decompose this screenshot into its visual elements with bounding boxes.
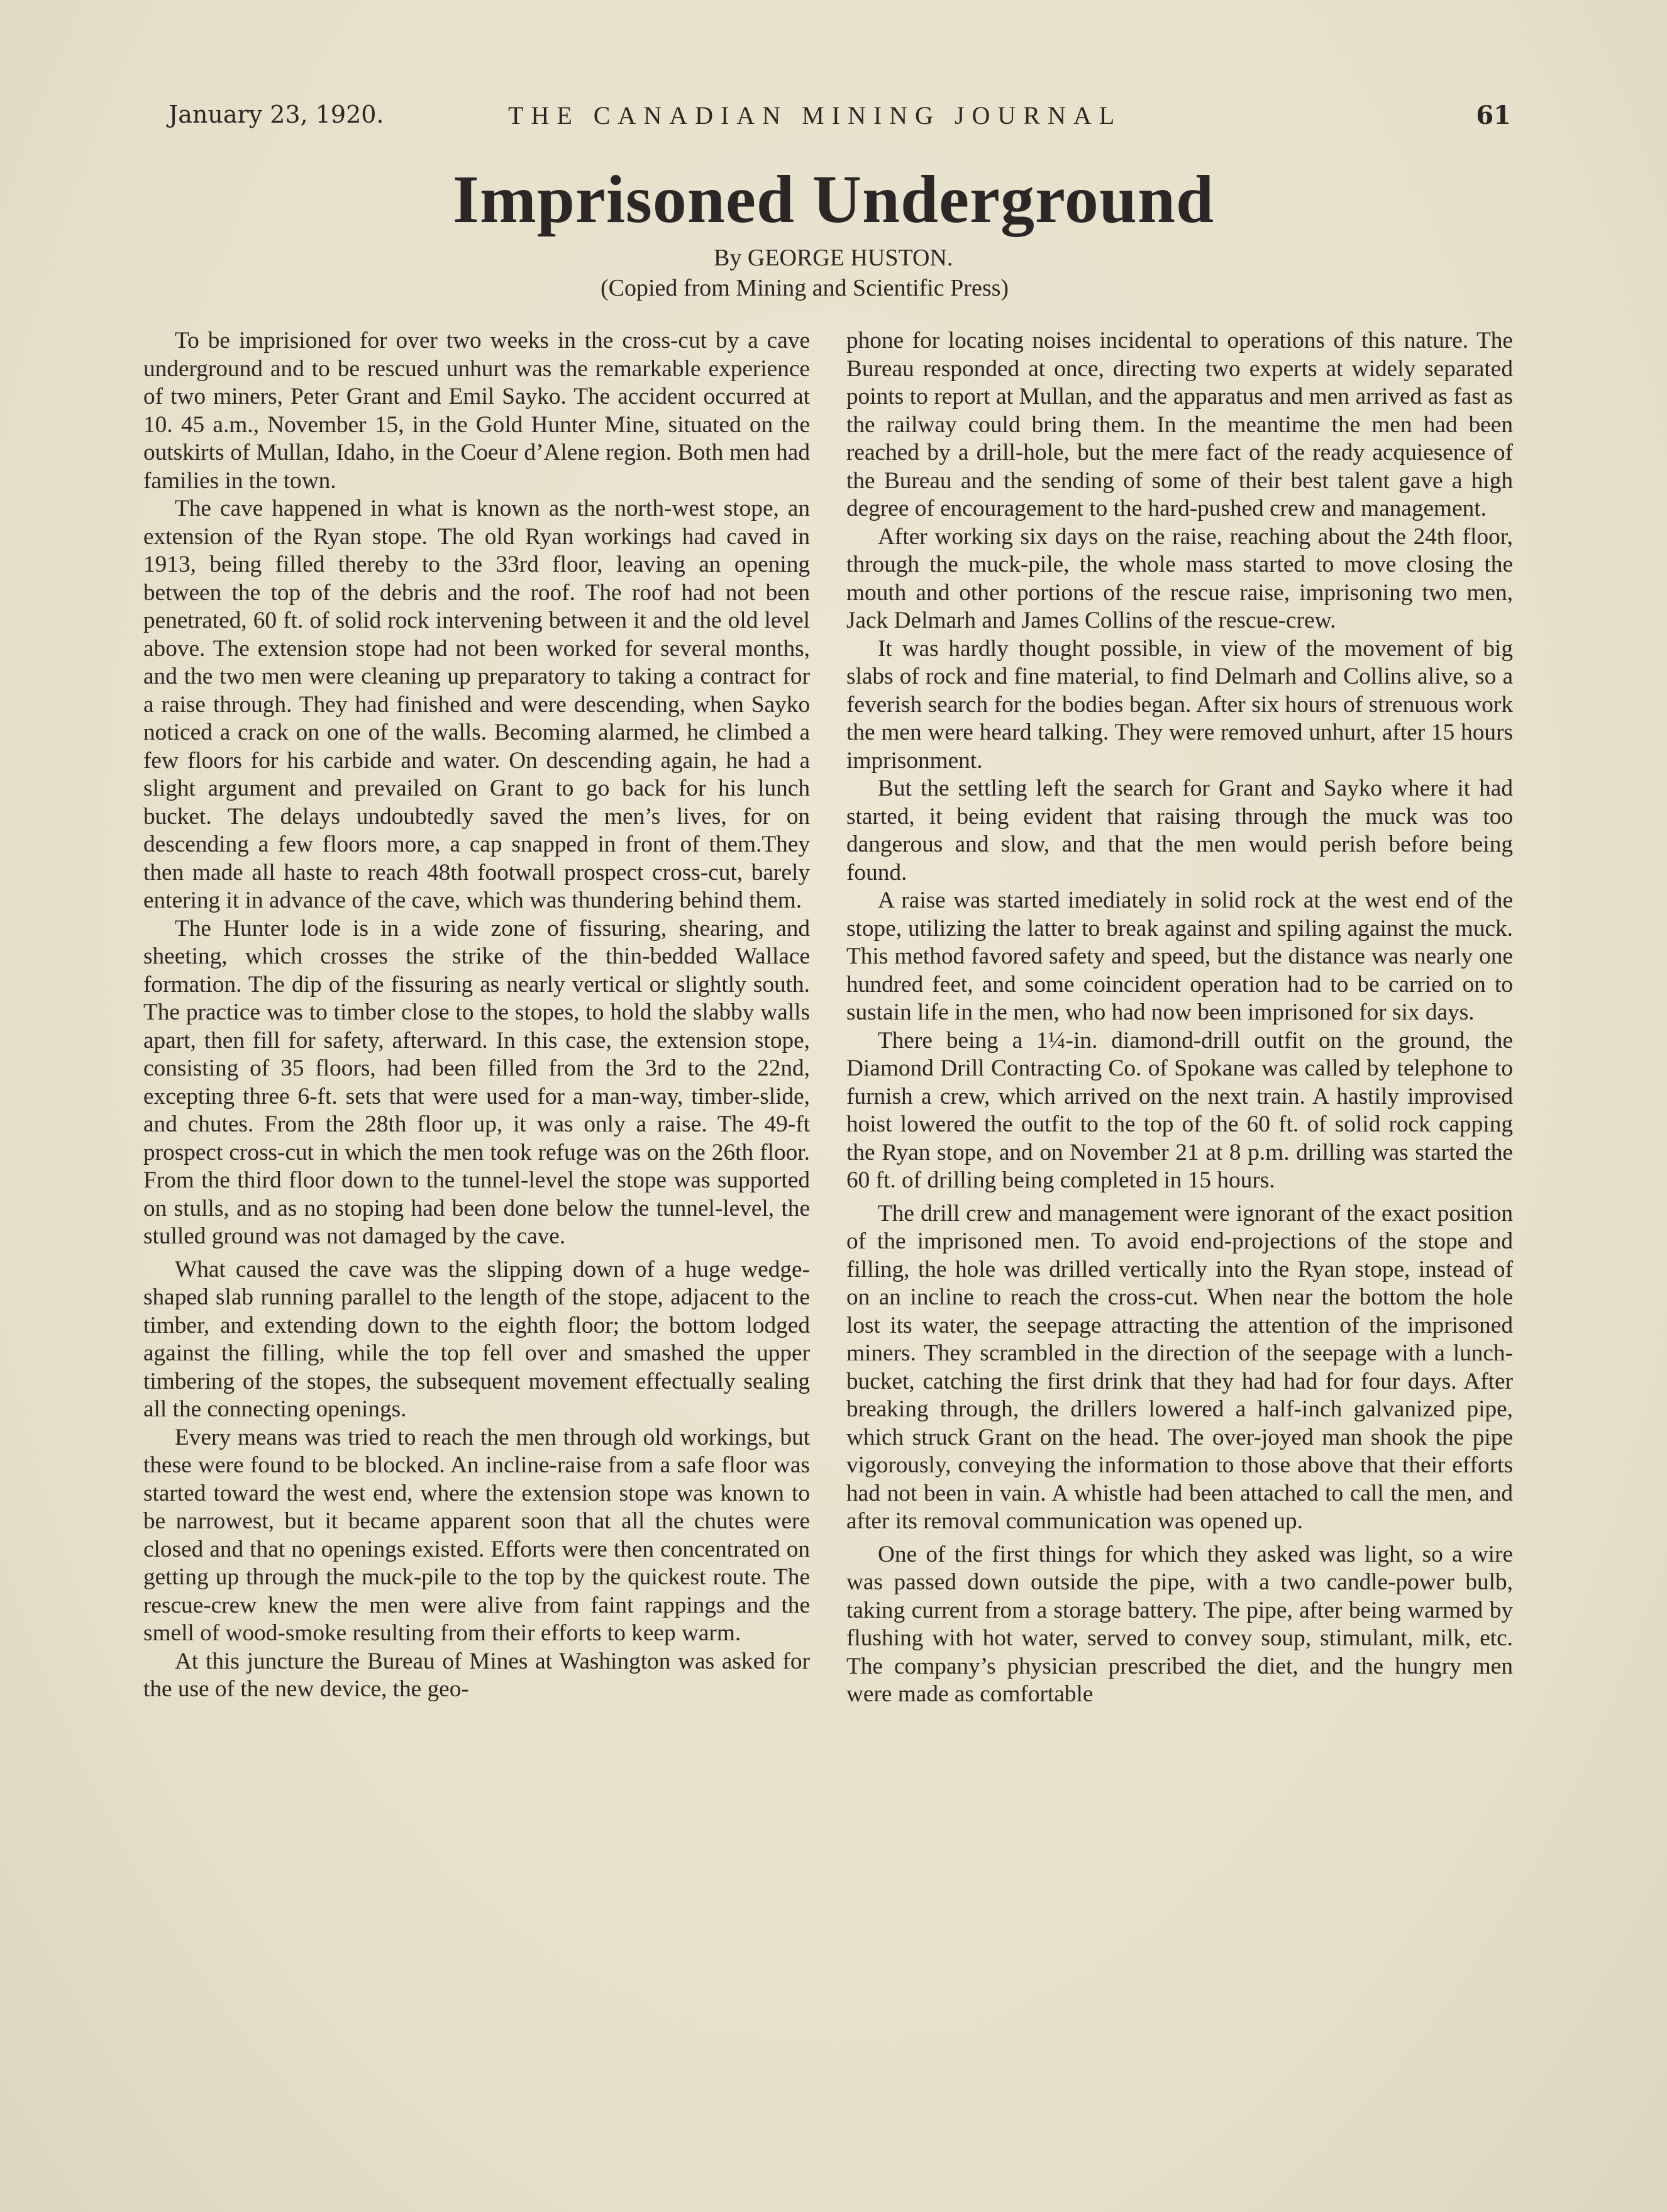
paragraph: At this juncture the Bureau of Mines at Washington was asked for the use of the new device, the geo- bbox=[143, 1648, 810, 1702]
journal-name: THE CANADIAN MINING JOURNAL bbox=[508, 101, 1122, 130]
paragraph-continued: phone for locating noises incidental to operations of this nature. The Bureau responded at once, directing two experts at widely separated points to report at Mullan, and the apparatus and men arrived as fast as the railway could bring them. In the meantime the men had been reached by a drill-hole, but the mere fact of the ready acquiesence of the Bureau and the sending of some of their best talent gave a high degree of encouragement to the hard-pushed crew and management. bbox=[846, 328, 1513, 521]
article-source: (Copied from Mining and Scientific Press) bbox=[601, 275, 1009, 301]
paragraph: The drill crew and management were ignorant of the exact position of the imprisoned men. To avoid end-projections of the stope and filling, the hole was drilled vertically into the Ryan stope, instead of on an incline to reach the cross-cut. When near the bottom the hole lost its water, the seepage attracting the attention of the imprisoned miners. They scrambled in the direction of the seepage with a lunch-bucket, catching the first drink that they had had for four days. After breaking through, the drillers lowered a half-inch galvanized pipe, which struck Grant on the head. The over-joyed man shook the pipe vigorously, conveying the information to those above that their efforts had not been in vain. A whistle had been attached to call the men, and after its removal communication was opened up. bbox=[846, 1200, 1513, 1534]
running-head bbox=[169, 101, 1511, 138]
paragraph: But the settling left the search for Grant and Sayko where it had started, it being evident that raising through the muck was too dangerous and slow, and that the men would perish before being found. bbox=[846, 775, 1513, 886]
paragraph: After working six days on the raise, reaching about the 24th floor, through the muck-pile, the whole mass started to move closing the mouth and other portions of the rescue raise, imprisoning two men, Jack Delmarh and James Collins of the rescue-crew. bbox=[846, 523, 1513, 633]
paragraph: A raise was started imediately in solid rock at the west end of the stope, utilizing the latter to break against and spiling against the muck. This method favored safety and speed, but the distance was nearly one hundred feet, and some coincident operation had to be carried on to sustain life in the men, who had now been imprisoned for six days. bbox=[846, 887, 1513, 1025]
paragraph: What caused the cave was the slipping down of a huge wedge-shaped slab running parallel to the length of the stope, adjacent to the timber, and extending down to the eighth floor; the bottom lodged against the filling, while the top fell over and smashed the upper timbering of the stopes, the subsequent movement effectually sealing all the connecting openings. bbox=[143, 1256, 810, 1422]
issue-date: January 23, 1920. bbox=[169, 101, 384, 128]
page-number: 61 bbox=[1476, 101, 1511, 130]
paragraph: The Hunter lode is in a wide zone of fissuring, shearing, and sheeting, which crosses the strike of the thin-bedded Wallace formation. The dip of the fissuring as nearly vertical or slightly south. The practice was to timber close to the stopes, to hold the slabby walls apart, then fill for safety, afterward. In this case, the extension stope, consisting of 35 floors, had been filled from the 3rd to the 22nd, excepting three 6-ft. sets that were used for a man-way, timber-slide, and chutes. From the 28th floor up, it was only a raise. The 49-ft prospect cross-cut in which the men took refuge was on the 26th floor. From the third floor down to the tunnel-level the stope was supported on stulls, and as no stoping had been done below the tunnel-level, the stulled ground was not damaged by the cave. bbox=[143, 915, 810, 1249]
right-column bbox=[846, 327, 1513, 1709]
article-byline: By GEORGE HUSTON. bbox=[714, 245, 953, 271]
paragraph: It was hardly thought possible, in view of the movement of big slabs of rock and fine material, to find Delmarh and Collins alive, so a feverish search for the bodies began. After six hours of strenuous work the men were heard talking. They were removed unhurt, after 15 hours imprisonment. bbox=[846, 635, 1513, 774]
paragraph: Every means was tried to reach the men through old workings, but these were found to be blocked. An incline-raise from a safe floor was started toward the west end, where the extension stope was known to be narrowest, but it became apparent soon that all the chutes were closed and that no openings existed. Efforts were then concentrated on getting up through the muck-pile to the top by the quickest route. The rescue-crew knew the men were alive from faint rappings and the smell of wood-smoke resulting from their efforts to keep warm. bbox=[143, 1424, 810, 1646]
paragraph: The cave happened in what is known as the north-west stope, an extension of the Ryan stope. The old Ryan workings had caved in 1913, being filled thereby to the 33rd floor, leaving an opening between the top of the debris and the roof. The roof had not been penetrated, 60 ft. of solid rock intervening between it and the old level above. The extension stope had not been worked for several months, and the two men were cleaning up preparatory to taking a contract for a raise through. They had finished and were descending, when Sayko noticed a crack on one of the walls. Becoming alarmed, he climbed a few floors for his carbide and water. On descending again, he had a slight argument and prevailed on Grant to go back for his lunch bucket. The delays undoubtedly saved the men’s lives, for on descending a few floors more, a cap snapped in front of them.They then made all haste to reach 48th footwall prospect cross-cut, barely entering it in advance of the cave, which was thundering behind them. bbox=[143, 496, 810, 913]
paragraph: To be imprisioned for over two weeks in the cross-cut by a cave underground and to be rescued unhurt was the remarkable experience of two miners, Peter Grant and Emil Sayko. The accident occurred at 10. 45 a.m., November 15, in the Gold Hunter Mine, situated on the outskirts of Mullan, Idaho, in the Coeur d’Alene region. Both men had families in the town. bbox=[143, 328, 810, 494]
paragraph: There being a 1¼-in. diamond-drill outfit on the ground, the Diamond Drill Contracting Co. of Spokane was called by telephone to furnish a crew, which arrived on the next train. A hastily improvised hoist lowered the outfit to the top of the 60 ft. of solid rock capping the Ryan stope, and on November 21 at 8 p.m. drilling was started the 60 ft. of drilling being completed in 15 hours. bbox=[846, 1027, 1513, 1193]
paragraph: One of the first things for which they asked was light, so a wire was passed down outside the pipe, with a two candle-power bulb, taking current from a storage battery. The pipe, after being warmed by flushing with hot water, served to convey soup, stimulant, milk, etc. The company’s physician prescribed the diet, and the hungry men were made as comfortable bbox=[846, 1541, 1513, 1707]
left-column bbox=[143, 327, 810, 1704]
article-title: Imprisoned Underground bbox=[452, 162, 1215, 237]
